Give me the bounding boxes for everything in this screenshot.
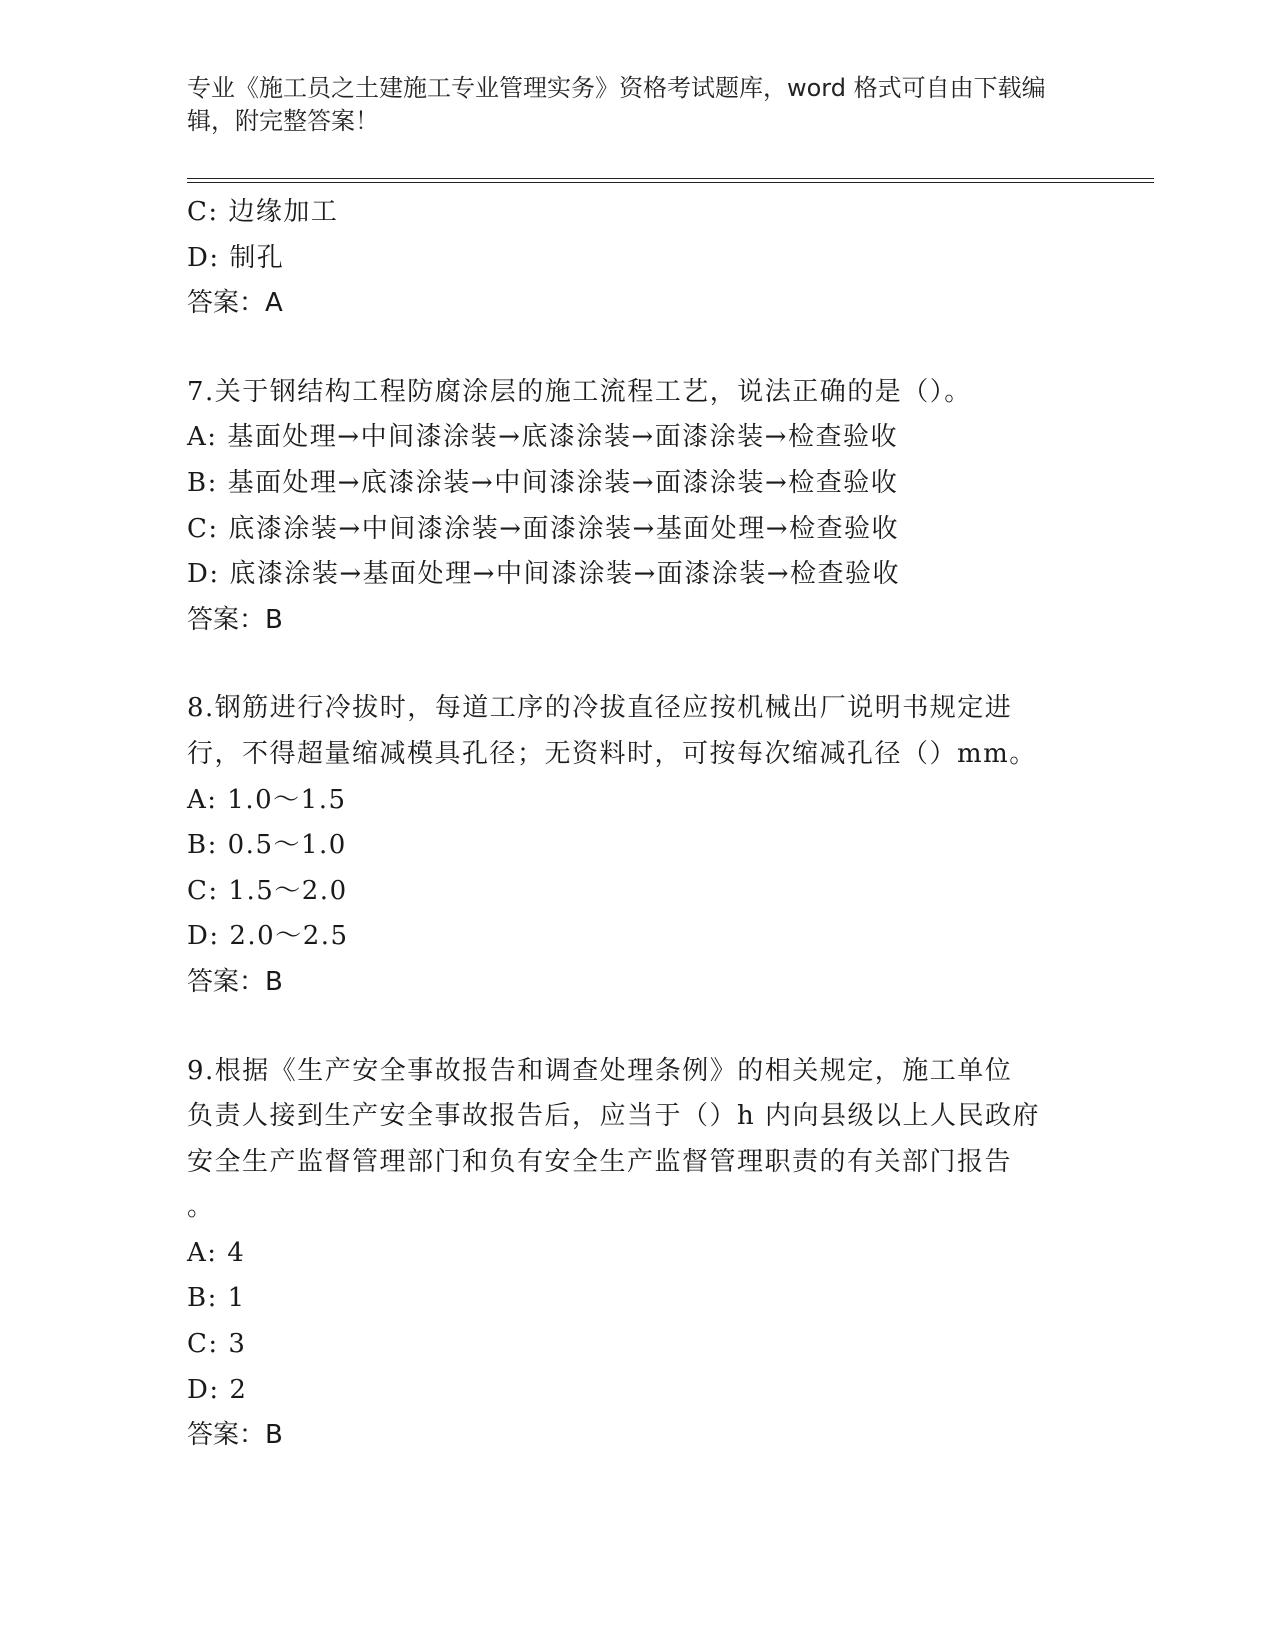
option-b: B: 基面处理→底漆涂装→中间漆涂装→面漆涂装→检查验收 xyxy=(187,467,899,498)
page-header xyxy=(187,72,1067,138)
answer: 答案：B xyxy=(187,966,283,997)
question-content xyxy=(187,190,1087,1459)
question-7 xyxy=(187,370,1087,644)
question-stem-line-3: 安全生产监督管理部门和负有安全生产监督管理职责的有关部门报告 xyxy=(187,1146,1013,1177)
answer: 答案：B xyxy=(187,1420,283,1451)
question-8 xyxy=(187,686,1087,1005)
option-d: D: 2 xyxy=(187,1374,248,1405)
question-stem-line-2: 行，不得超量缩减模具孔径；无资料时，可按每次缩减孔径（）mm。 xyxy=(187,738,1037,769)
question-stem-line-1: 9.根据《生产安全事故报告和调查处理条例》的相关规定，施工单位 xyxy=(187,1055,1013,1086)
option-d: D: 制孔 xyxy=(187,242,285,273)
question-stem-line-2: 负责人接到生产安全事故报告后，应当于（）h 内向县级以上人民政府 xyxy=(187,1101,1041,1132)
answer: 答案：B xyxy=(187,604,283,635)
header-divider xyxy=(187,178,1154,183)
question-stem-line-4: 。 xyxy=(187,1192,215,1223)
option-d: D: 2.0～2.5 xyxy=(187,921,349,952)
question-6-tail xyxy=(187,190,1087,327)
option-c: C: 1.5～2.0 xyxy=(187,875,348,906)
option-d: D: 底漆涂装→基面处理→中间漆涂装→面漆涂装→检查验收 xyxy=(187,559,901,590)
option-b: B: 0.5～1.0 xyxy=(187,830,347,861)
option-c: C: 底漆涂装→中间漆涂装→面漆涂装→基面处理→检查验收 xyxy=(187,513,900,544)
option-a: A: 4 xyxy=(187,1237,246,1268)
header-line-2: 辑，附完整答案！ xyxy=(187,107,379,135)
option-b: B: 1 xyxy=(187,1283,246,1314)
option-a: A: 1.0～1.5 xyxy=(187,784,347,815)
answer: 答案：A xyxy=(187,288,283,319)
question-9 xyxy=(187,1049,1087,1459)
option-c: C: 边缘加工 xyxy=(187,197,339,227)
option-a: A: 基面处理→中间漆涂装→底漆涂装→面漆涂装→检查验收 xyxy=(187,422,898,453)
question-stem-line-1: 8.钢筋进行冷拔时，每道工序的冷拔直径应按机械出厂说明书规定进 xyxy=(187,693,1013,724)
option-c: C: 3 xyxy=(187,1329,247,1360)
question-stem: 7.关于钢结构工程防腐涂层的施工流程工艺，说法正确的是（）。 xyxy=(187,376,972,407)
header-line-1: 专业《施工员之土建施工专业管理实务》资格考试题库，word 格式可自由下载编 xyxy=(187,74,1046,102)
